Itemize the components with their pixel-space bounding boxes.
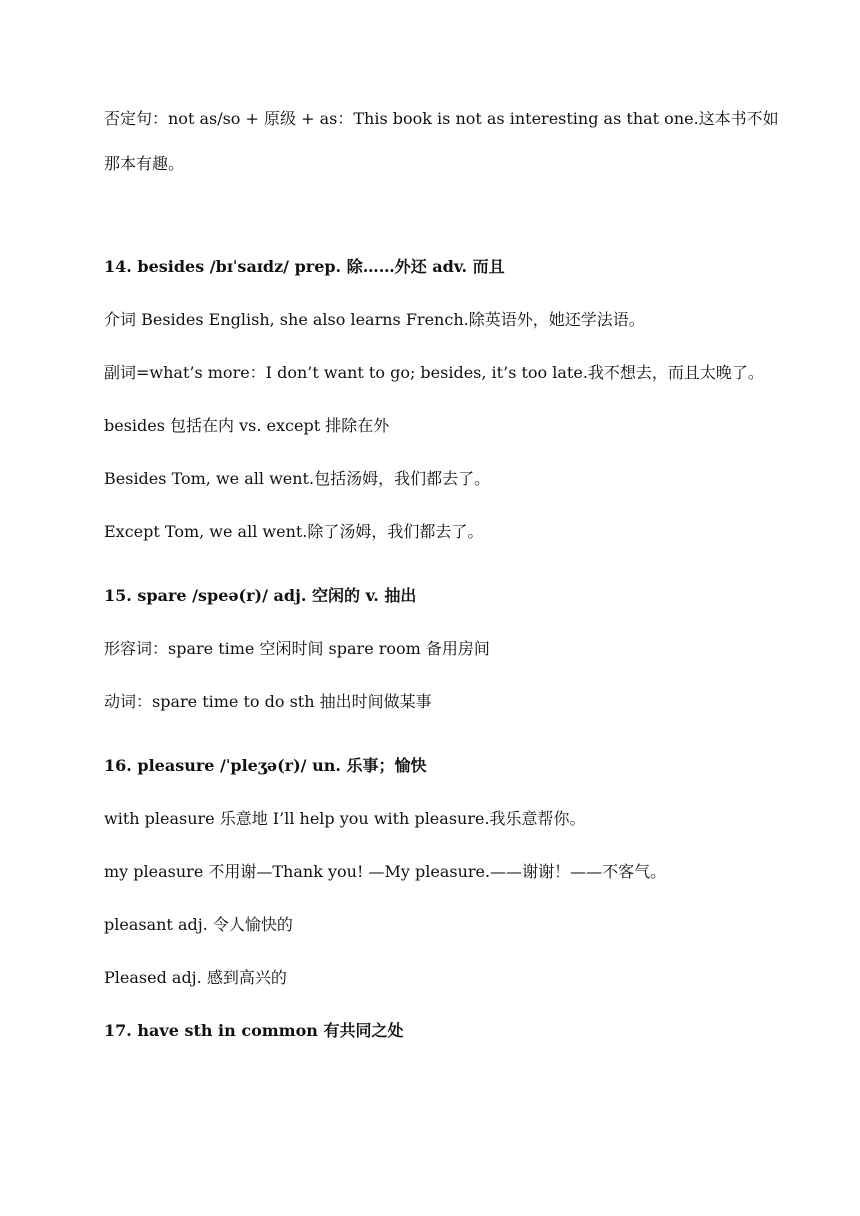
entry-heading-pleasure: 16. pleasure /ˈpleʒə(r)/ un. 乐事；愉快 [104,756,427,775]
entry-line: pleasant adj. 令人愉快的 [104,915,293,934]
comparison-negative-line: 否定句：not as/so + 原级 + as：This book is not as interesting as that one.这本书不如 [104,109,779,128]
entry-line: my pleasure 不用谢—Thank you! —My pleasure.——谢谢！——不客气。 [104,862,667,881]
comparison-negative-line-continued: 那本有趣。 [104,154,185,173]
entry-line: with pleasure 乐意地 I’ll help you with pleasure.我乐意帮你。 [104,809,586,828]
entry-line: Besides Tom, we all went.包括汤姆，我们都去了。 [104,469,491,488]
entry-line: 动词：spare time to do sth 抽出时间做某事 [104,692,432,711]
entry-heading-besides: 14. besides /bɪˈsaɪdz/ prep. 除……外还 adv. 而且 [104,257,505,276]
entry-line: Pleased adj. 感到高兴的 [104,968,287,987]
entry-line: Except Tom, we all went.除了汤姆，我们都去了。 [104,522,484,541]
entry-line: 副词=what’s more：I don’t want to go; besides, it’s too late.我不想去，而且太晚了。 [104,363,764,382]
entry-line: 介词 Besides English, she also learns French.除英语外，她还学法语。 [104,310,645,329]
entry-heading-have-in-common: 17. have sth in common 有共同之处 [104,1021,404,1040]
entry-heading-spare: 15. spare /speə(r)/ adj. 空闲的 v. 抽出 [104,586,417,605]
entry-line: besides 包括在内 vs. except 排除在外 [104,416,390,435]
entry-line: 形容词：spare time 空闲时间 spare room 备用房间 [104,639,490,658]
